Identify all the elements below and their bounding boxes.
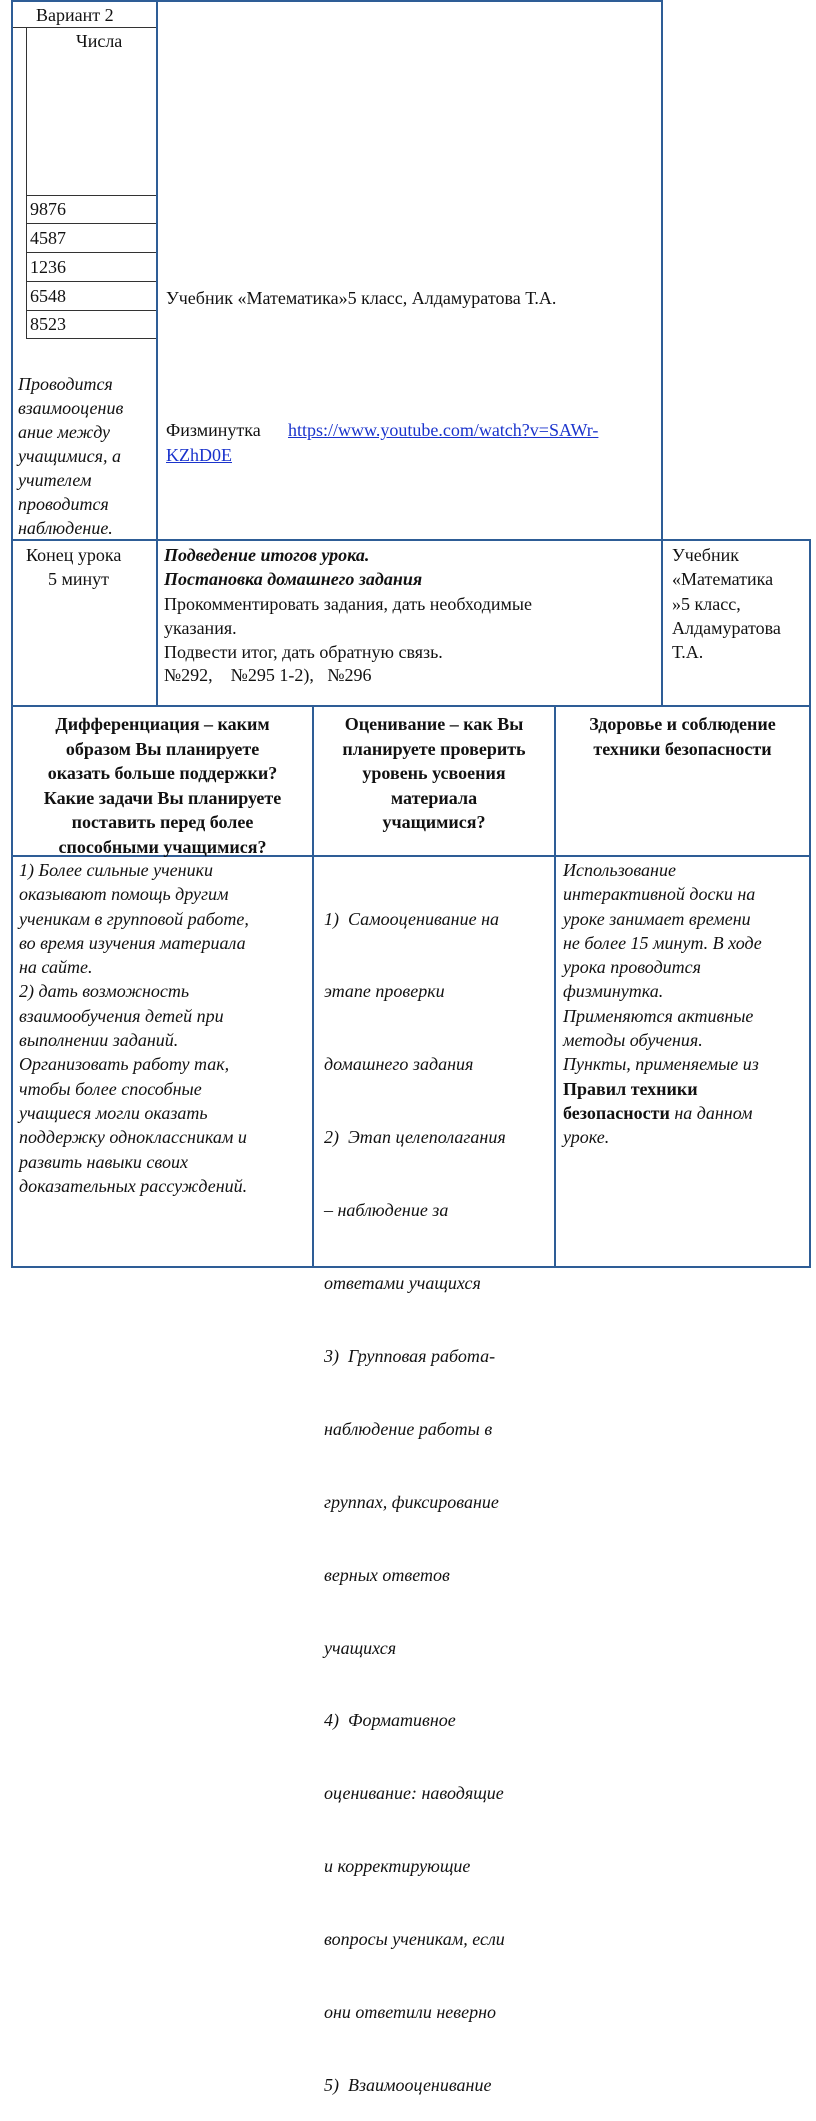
- assess-line: 2) Этап целеполагания: [324, 1127, 506, 1148]
- border-right: [809, 539, 811, 1268]
- number-4: 6548: [30, 286, 66, 306]
- border-bottom-col2: [554, 705, 556, 1268]
- header-diff-line-1: Дифференциация – каким: [55, 714, 270, 734]
- end-heading-1: Подведение итогов урока.: [164, 545, 370, 565]
- note-line-5: учителем: [18, 470, 92, 490]
- assess-line: 1) Самооценивание на: [324, 908, 500, 929]
- numbers-header-bottom: [26, 195, 156, 196]
- diff-line: развить навыки своих: [19, 1151, 188, 1172]
- note-line-3: ание между: [18, 422, 111, 442]
- numbers-row-4: [26, 310, 156, 311]
- numbers-row-3: [26, 281, 156, 282]
- number-1: 9876: [30, 199, 66, 219]
- numbers-row-5: [26, 338, 156, 339]
- note-line-4: учащимися, а: [18, 446, 122, 466]
- diff-line: взаимообучения детей при: [19, 1005, 224, 1026]
- header-health-line-1: Здоровье и соблюдение: [589, 714, 776, 734]
- end-line-3: Подвести итог, дать обратную связь.: [164, 642, 443, 662]
- diff-line: Организовать работу так,: [19, 1054, 230, 1075]
- header-diff-line-5: поставить перед более: [71, 812, 254, 832]
- health-line: урока проводится: [563, 957, 702, 978]
- resource-line-1: Учебник: [672, 545, 739, 565]
- end-stage-line-1: Конец урока: [26, 545, 122, 565]
- diff-line: на сайте.: [19, 957, 93, 978]
- resource-line-3: »5 класс,: [672, 594, 741, 614]
- diff-line: оказывают помощь другим: [19, 884, 229, 905]
- resource-line-5: Т.А.: [672, 642, 704, 662]
- header-health: [556, 712, 809, 761]
- header-diff-line-2: образом Вы планируете: [65, 738, 260, 759]
- note-line-1: Проводится: [18, 374, 113, 394]
- assess-line: они ответили неверно: [324, 2001, 496, 2022]
- assess-line: верных ответов: [324, 1564, 450, 1585]
- note-line-6: проводится: [18, 494, 109, 514]
- health-text: [563, 858, 762, 1150]
- end-line-2: указания.: [164, 618, 237, 638]
- assess-line: – наблюдение за: [324, 1200, 449, 1221]
- health-line: Применяются активные: [563, 1005, 754, 1026]
- health-line: уроке занимает времени: [563, 908, 751, 929]
- variant-row-bottom: [13, 27, 156, 28]
- assess-line: домашнего задания: [324, 1054, 474, 1075]
- header-diff-line-4: Какие задачи Вы планируете: [43, 787, 282, 808]
- numbers-row-2: [26, 252, 156, 253]
- diff-line: поддержку одноклассникам и: [19, 1127, 247, 1148]
- assess-line: 4) Формативное: [324, 1710, 456, 1731]
- header-assess-line-5: учащимися?: [382, 812, 486, 832]
- health-line: Пункты, применяемые из: [563, 1054, 759, 1075]
- health-line: физминутка.: [563, 981, 664, 1002]
- border-col1-top: [156, 0, 158, 540]
- textbook-reference: Учебник «Математика»5 класс, Алдамуратова Т.А.: [166, 288, 557, 308]
- resource-line-4: Алдамуратова: [672, 618, 781, 638]
- differentiation-text: [19, 858, 249, 1198]
- border-left: [11, 0, 13, 1268]
- border-top-mid-right: [661, 0, 663, 540]
- header-diff-line-6: способными учащимися?: [58, 836, 267, 857]
- border-end-col1: [156, 539, 158, 706]
- health-line: интерактивной доски на: [563, 884, 756, 905]
- health-line: Использование: [563, 860, 676, 880]
- fizminutka-label: Физминутка: [166, 420, 261, 440]
- header-assess-line-3: уровень усвоения: [362, 763, 506, 783]
- assess-line: и корректирующие: [324, 1856, 471, 1877]
- note-line-7: наблюдение.: [18, 518, 113, 538]
- assess-line: вопросы ученикам, если: [324, 1929, 505, 1950]
- assess-line: группах, фиксирование: [324, 1491, 499, 1512]
- end-heading-2: Постановка домашнего задания: [164, 569, 423, 589]
- end-stage-line-2: 5 минут: [48, 569, 110, 589]
- header-health-line-2: техники безопасности: [593, 738, 772, 759]
- numbers-row-1: [26, 223, 156, 224]
- assess-line: 3) Групповая работа-: [324, 1345, 496, 1366]
- assessment-text: [324, 858, 506, 2121]
- variant-label: Вариант 2: [36, 5, 114, 25]
- numbers-header: Числа: [76, 31, 123, 51]
- diff-line: чтобы более способные: [19, 1078, 202, 1099]
- health-bold-part: безопасности: [563, 1102, 670, 1123]
- border-row-end-top: [11, 539, 811, 541]
- border-top: [13, 0, 663, 2]
- fizminutka-link-line-1[interactable]: https://www.youtube.com/watch?v=SAWr-: [288, 420, 599, 440]
- number-5: 8523: [30, 314, 66, 334]
- border-bottom-header-top: [11, 705, 811, 707]
- health-mixed-line: [563, 1101, 762, 1125]
- header-diff-line-3: оказать больше поддержки?: [47, 763, 278, 783]
- header-assess-line-4: материала: [390, 787, 478, 808]
- diff-line: 1) Более сильные ученики: [19, 860, 213, 880]
- diff-line: доказательных рассуждений.: [19, 1175, 248, 1196]
- header-differentiation: [13, 712, 312, 859]
- diff-line: 2) дать возможность: [19, 981, 190, 1002]
- health-tail: на данном: [669, 1102, 753, 1123]
- resource-line-2: «Математика: [672, 569, 774, 589]
- header-assess-line-1: Оценивание – как Вы: [344, 714, 524, 734]
- assess-line: наблюдение работы в: [324, 1418, 493, 1439]
- end-line-1: Прокомментировать задания, дать необходимые: [164, 594, 532, 614]
- fizminutka-link-line-2[interactable]: KZhD0E: [166, 445, 232, 465]
- diff-line: ученикам в групповой работе,: [19, 908, 249, 929]
- health-bold-line: Правил техники: [563, 1078, 698, 1099]
- header-assessment: [314, 712, 554, 835]
- header-assess-line-2: планируете проверить: [342, 738, 526, 759]
- number-2: 4587: [30, 228, 66, 248]
- diff-line: учащиеся могли оказать: [19, 1102, 208, 1123]
- assess-line: учащихся: [324, 1637, 397, 1658]
- assess-line: ответами учащихся: [324, 1273, 481, 1294]
- homework-numbers: №292, №295 1-2), №296: [164, 665, 372, 685]
- numbers-left: [26, 27, 27, 339]
- number-3: 1236: [30, 257, 66, 277]
- assess-line: этапе проверки: [324, 981, 445, 1002]
- assess-line: оценивание: наводящие: [324, 1783, 504, 1804]
- health-line: не более 15 минут. В ходе: [563, 932, 762, 953]
- note-line-2: взаимооценив: [18, 398, 124, 418]
- diff-line: выполнении заданий.: [19, 1030, 179, 1051]
- assess-line: 5) Взаимооценивание: [324, 2074, 492, 2095]
- health-last-line: уроке.: [563, 1127, 610, 1148]
- health-line: методы обучения.: [563, 1030, 703, 1051]
- border-end-col2: [661, 539, 663, 706]
- diff-line: во время изучения материала: [19, 932, 246, 953]
